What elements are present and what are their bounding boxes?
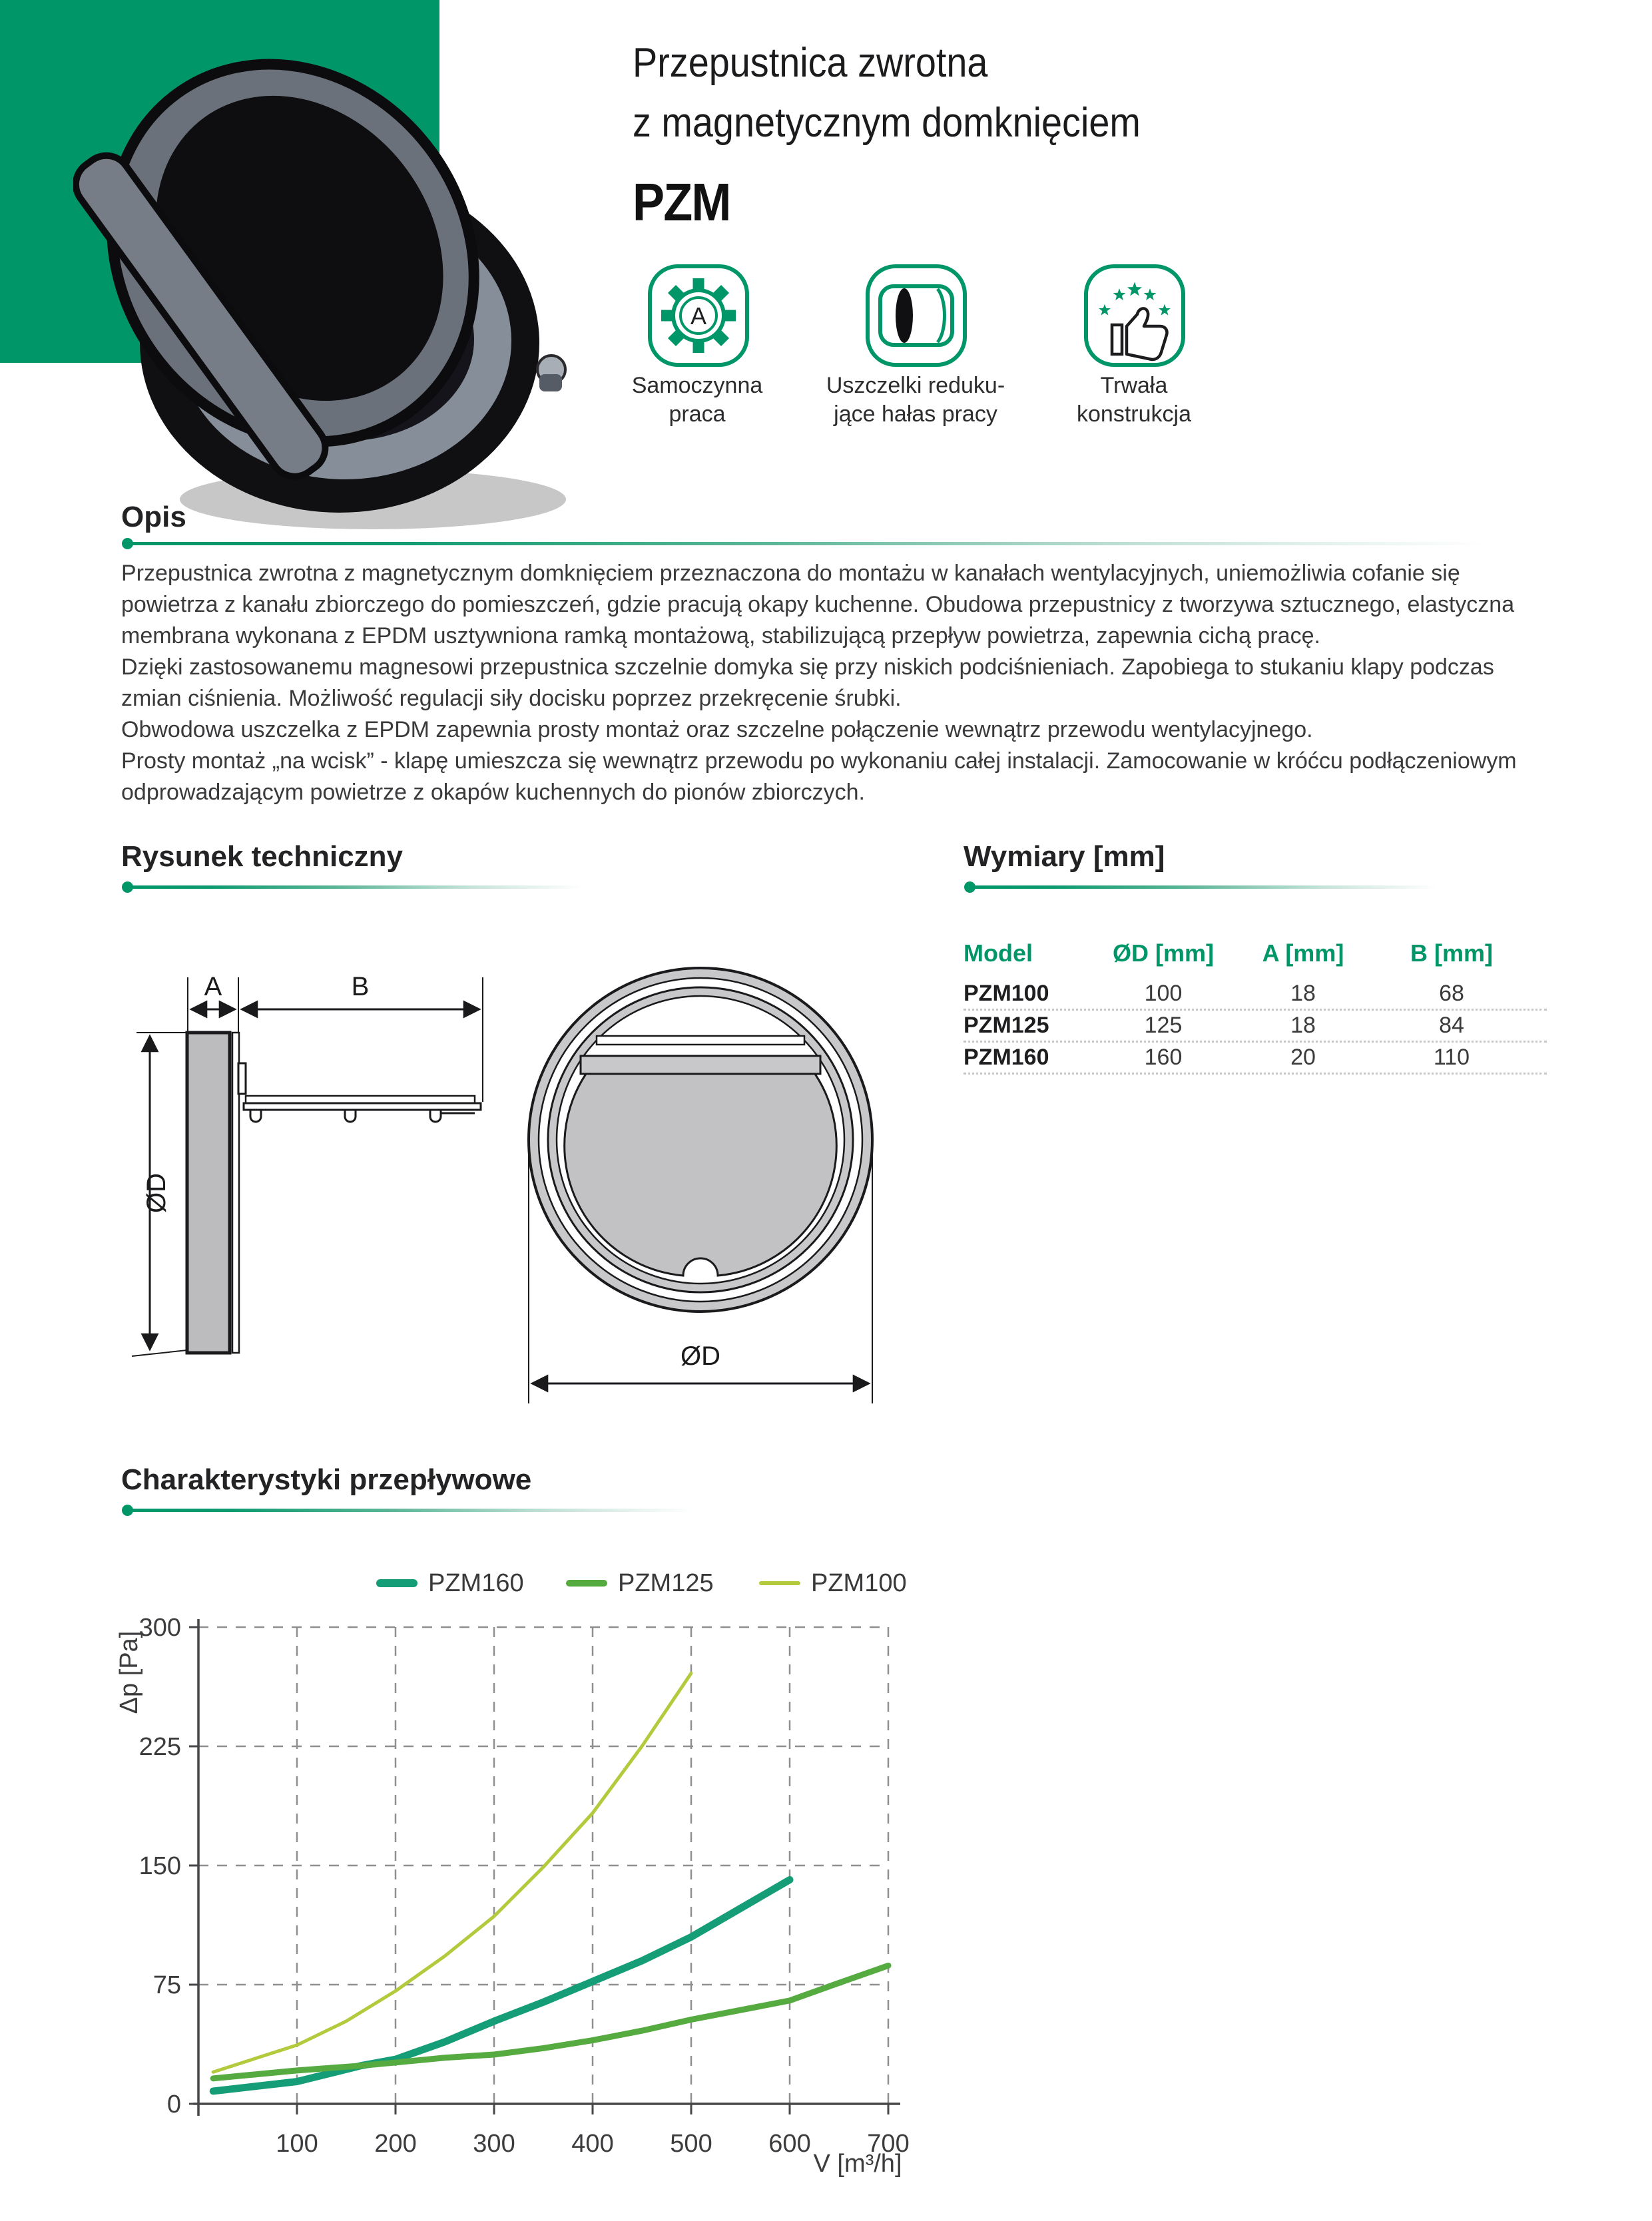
- table-row: PZM125 125 18 84: [964, 1011, 1547, 1043]
- y-axis-label: Δp [Pa]: [115, 1630, 143, 1714]
- drawing-rule: [124, 885, 601, 889]
- svg-text:0: 0: [166, 2091, 181, 2118]
- svg-text:225: 225: [138, 1733, 181, 1761]
- rating-stars: [1099, 282, 1171, 315]
- side-view-spigot: [246, 1096, 475, 1103]
- svg-text:300: 300: [138, 1614, 181, 1642]
- feature-icons: [639, 260, 1199, 373]
- x-axis-label: V [m³/h]: [813, 2150, 902, 2178]
- product-model: PZM: [633, 172, 730, 232]
- dim-label-a: A: [204, 972, 222, 1001]
- gear-letter: A: [690, 302, 707, 330]
- legend-item-pzm100: PZM100: [759, 1569, 907, 1598]
- table-header-row: [964, 937, 1547, 969]
- duct-gasket-icon: [868, 266, 965, 365]
- svg-text:75: 75: [152, 1971, 181, 1999]
- opis-heading: Opis: [121, 501, 186, 533]
- opis-rule: [124, 542, 1541, 545]
- chart-rule: [124, 1509, 716, 1512]
- svg-text:500: 500: [670, 2130, 712, 2158]
- series-pzm125: [213, 1965, 888, 2078]
- legend-item-pzm160: PZM160: [376, 1569, 524, 1598]
- opis-paragraph: Przepustnica zwrotna z magnetycznym domknięciem przeznaczona do montażu w kanałach wentylacyjnych, uniemożliwia cofanie się powietrza z kanału zbiorczego do pomieszczeń, gdzie pracują okapy kuchenne. Obudowa przepustnicy z tworzywa sztucznego, elastyczna membrana wykonana z EPDM usztywniona ramką montażową, stabilizującą przepływ powietrza, zapewnia cichą pracę.: [121, 561, 1515, 648]
- svg-text:300: 300: [473, 2130, 515, 2158]
- chart-heading: Charakterystyki przepływowe: [121, 1463, 532, 1496]
- opis-text: [121, 558, 1542, 808]
- col-b: B [mm]: [1410, 939, 1493, 967]
- gear-automatic-icon: [650, 266, 747, 365]
- table-row: PZM160 160 20 110: [964, 1043, 1547, 1075]
- svg-text:100: 100: [276, 2130, 318, 2158]
- feature-caption-1: Samoczynna praca: [631, 373, 763, 427]
- col-model: Model: [964, 939, 1033, 967]
- dimensions-table: [964, 937, 1547, 1075]
- dim-label-od-front: ØD: [681, 1342, 720, 1371]
- dimensions-rule: [966, 885, 1456, 889]
- product-photo: [73, 33, 633, 553]
- table-row: PZM100 100 18 68: [964, 979, 1547, 1011]
- legend-item-pzm125: PZM125: [566, 1569, 714, 1598]
- product-title-line1: Przepustnica zwrotna: [633, 40, 988, 86]
- product-title-line2: z magnetycznym domknięciem: [633, 100, 1141, 146]
- drawing-heading: Rysunek techniczny: [121, 840, 404, 873]
- side-view-flange: [187, 1033, 230, 1353]
- col-od: ØD [mm]: [1113, 939, 1214, 967]
- svg-text:150: 150: [138, 1852, 181, 1880]
- dim-label-od-side: ØD: [142, 1173, 171, 1213]
- thumb-up-stars-icon: [1086, 266, 1183, 365]
- svg-text:400: 400: [571, 2130, 614, 2158]
- feature-caption-2: Uszczelki reduku- jące hałas pracy: [826, 373, 1005, 427]
- opis-paragraph: Prosty montaż „na wcisk” - klapę umieszcza się wewnątrz przewodu po wykonaniu całej instalacji. Zamocowanie w króćcu podłączeniowym odprowadzającym powietrze z okapów kuchennych do pionów zbiorczych.: [121, 748, 1517, 805]
- flow-characteristics-chart: [0, 1585, 999, 2221]
- svg-text:600: 600: [768, 2130, 811, 2158]
- technical-drawing: [0, 925, 999, 1431]
- svg-text:200: 200: [374, 2130, 417, 2158]
- dimensions-heading: Wymiary [mm]: [964, 840, 1165, 873]
- dim-label-b: B: [351, 972, 370, 1001]
- opis-paragraph: Obwodowa uszczelka z EPDM zapewnia prosty montaż oraz szczelne połączenie wewnątrz przewodu wentylacyjnego.: [121, 717, 1313, 742]
- svg-text:700: 700: [867, 2130, 910, 2158]
- col-a: A [mm]: [1262, 939, 1344, 967]
- series-pzm100: [213, 1673, 691, 2072]
- feature-caption-3: Trwała konstrukcja: [1077, 373, 1191, 427]
- opis-paragraph: Dzięki zastosowanemu magnesowi przepustnica szczelnie domyka się przy niskich podciśnieniach. Zapobiega to stukaniu klapy podczas zmian ciśnienia. Możliwość regulacji siły docisku poprzez przekręcenie śrubki.: [121, 654, 1494, 711]
